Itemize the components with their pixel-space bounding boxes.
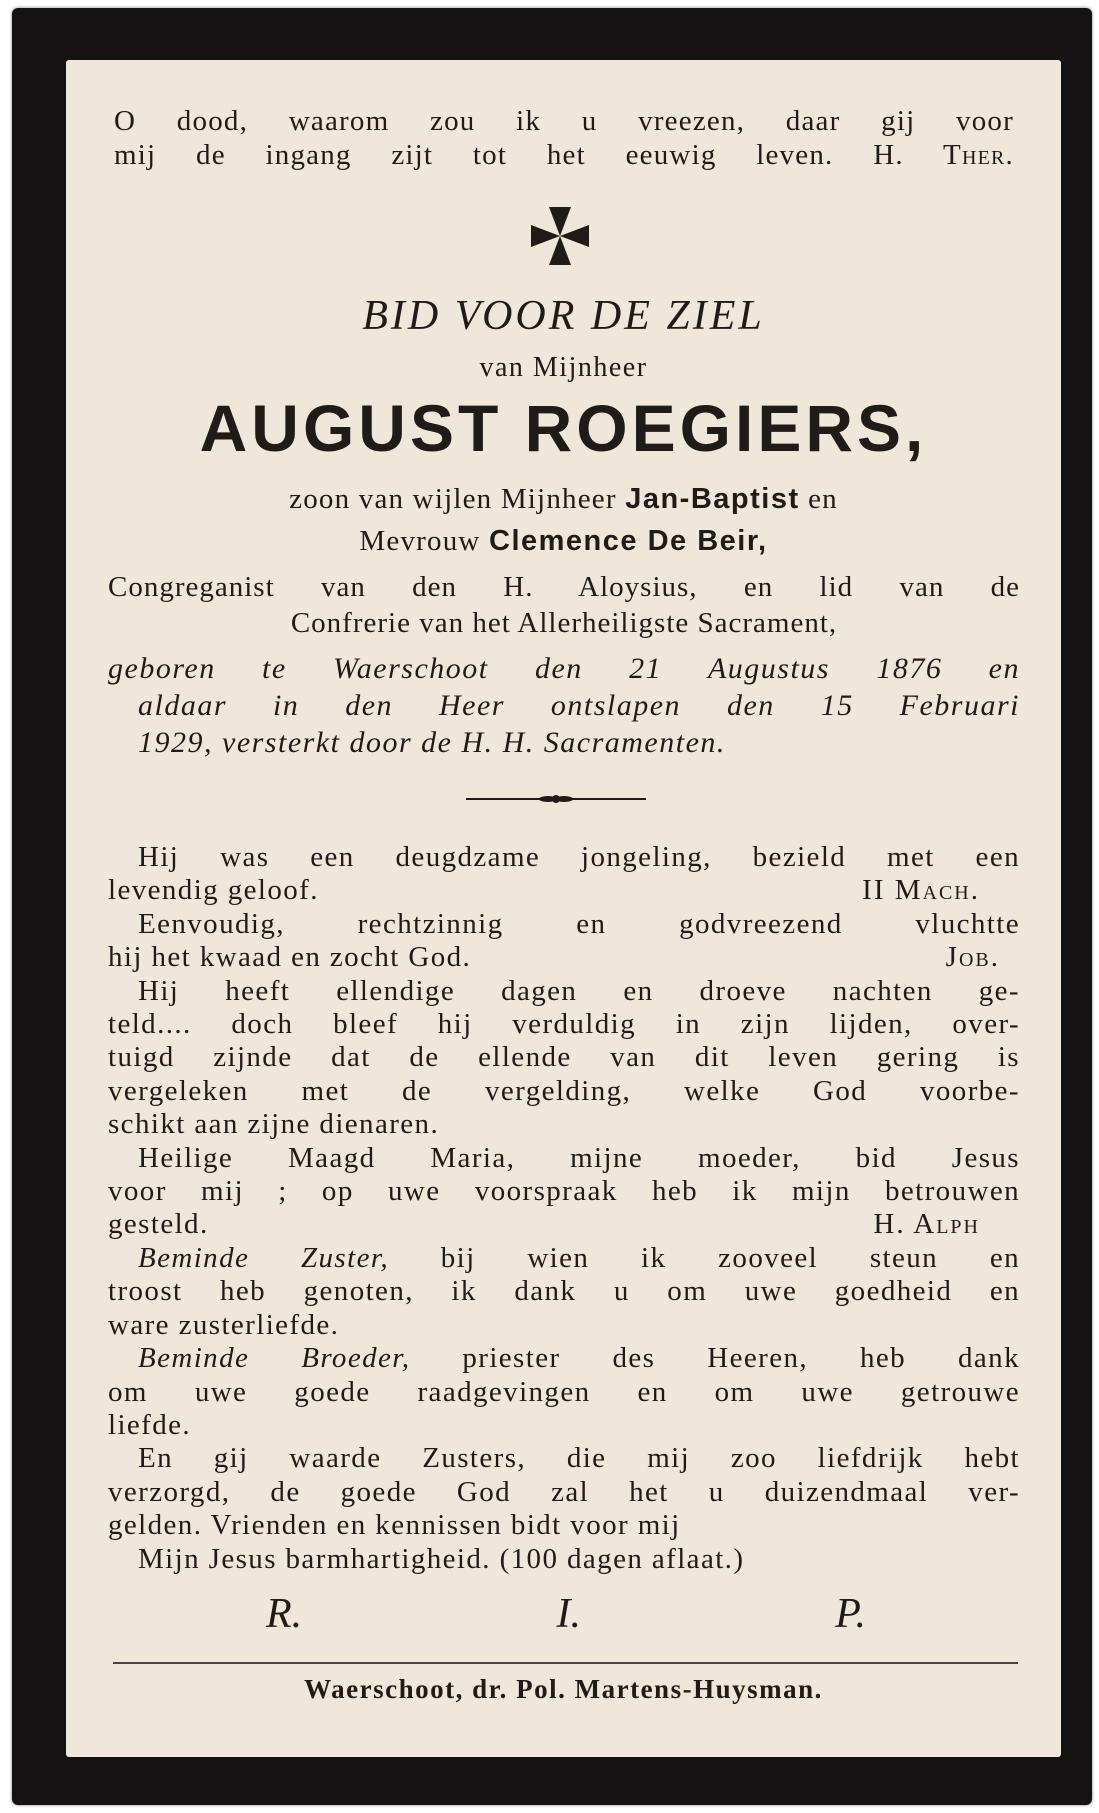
congregation-line-1: Congreganist van den H. Aloysius, en lid van de <box>108 571 1020 603</box>
parents-line-1: zoon van wijlen Mijnheer Jan-Baptist en <box>289 483 838 515</box>
ornament-divider-icon <box>466 792 646 806</box>
text-line: Hij heeft ellendige dagen en droeve nachten ge- <box>138 974 1020 1007</box>
text-line: hij het kwaad en zocht God. Job. <box>108 941 1020 974</box>
motto-line-2: mij de ingang zijt tot het eeuwig leven. H. Ther. <box>114 139 1015 171</box>
printer-credit: Waerschoot, dr. Pol. Martens-Huysman. <box>304 1674 823 1704</box>
prayer-heading: BID VOOR DE ZIEL <box>362 293 765 339</box>
paragraph-3 <box>108 975 1020 1142</box>
title-van-mijnheer: van Mijnheer <box>479 352 648 383</box>
rip-p: P. <box>835 1591 866 1637</box>
text-line: En gij waarde Zusters, die mij zoo liefdrijk hebt <box>138 1442 1020 1475</box>
motto-line-1: O dood, waarom zou ik u vreezen, daar gij voor <box>114 105 1014 137</box>
birth-line-3: 1929, versterkt door de H. H. Sacramenten. <box>138 726 726 759</box>
text-line: Hij was een deugdzame jongeling, bezield met een <box>138 841 1020 873</box>
father-name: Jan-Baptist <box>625 483 800 515</box>
mother-name: Clemence De Beir, <box>489 525 768 557</box>
cross-icon <box>527 203 593 269</box>
text-line: Mijn Jesus barmhartigheid. (100 dagen aflaat.) <box>138 1542 745 1575</box>
text-line: voor mij ; op uwe voorspraak heb ik mijn betrouwen <box>108 1175 1020 1208</box>
paragraph-6 <box>108 1342 1020 1442</box>
text-line: teld.... doch bleef hij verduldig in zijn lijden, over- <box>108 1008 1020 1041</box>
text-line: liefde. <box>108 1408 192 1441</box>
motto-source: H. Ther. <box>873 139 1015 171</box>
paragraph-2 <box>108 908 1020 975</box>
footer-divider <box>113 1662 1018 1664</box>
text-line: verzorgd, de goede God zal het u duizendmaal ver- <box>108 1475 1020 1508</box>
congregation-line-2: Confrerie van het Allerheiligste Sacrament, <box>290 607 838 639</box>
reference: H. Alph <box>873 1208 980 1241</box>
text-line: Beminde Zuster, bij wien ik zooveel steun en <box>138 1241 1021 1274</box>
text-line: Beminde Broeder, priester des Heeren, heb dank <box>138 1342 1020 1375</box>
rip-r: R. <box>266 1591 303 1637</box>
text-line: ware zusterliefde. <box>108 1308 340 1341</box>
text-body <box>108 841 1020 1576</box>
text-line: levendig geloof. II Mach. <box>108 874 1020 907</box>
paragraph-7 <box>108 1442 1020 1542</box>
deceased-name: AUGUST ROEGIERS, <box>199 391 928 465</box>
text-line: Eenvoudig, rechtzinnig en godvreezend vluchtte <box>138 907 1020 940</box>
rip <box>266 1590 866 1638</box>
text-line: schikt aan zijne dienaren. <box>108 1108 440 1141</box>
motto <box>114 104 1014 172</box>
text-line: tuigd zijnde dat de ellende van dit leven gering is <box>108 1041 1020 1074</box>
paragraph-5 <box>108 1242 1020 1342</box>
congregation <box>108 569 1020 641</box>
text-line: om uwe goede raadgevingen en om uwe getrouwe <box>108 1375 1020 1408</box>
reference: Job. <box>945 941 1000 974</box>
memorial-card-border <box>12 8 1092 1805</box>
memorial-card <box>66 60 1061 1757</box>
text-line: troost heb genoten, ik dank u om uwe goedheid en <box>108 1275 1020 1308</box>
paragraph-4 <box>108 1142 1020 1242</box>
text-line: gesteld. H. Alph <box>108 1208 1020 1241</box>
text-line: Heilige Maagd Maria, mijne moeder, bid Jesus <box>138 1141 1020 1174</box>
text-line: gelden. Vrienden en kennissen bidt voor mij <box>108 1509 681 1542</box>
parents-line-2: Mevrouw Clemence De Beir, <box>359 525 768 557</box>
rip-i: I. <box>556 1591 581 1637</box>
birth-line-1: geboren te Waerschoot den 21 Augustus 1876 en <box>108 652 1020 685</box>
birth-death-info <box>108 650 1020 761</box>
reference: II Mach. <box>862 874 980 907</box>
text-line: vergeleken met de vergelding, welke God voorbe- <box>108 1074 1020 1107</box>
paragraph-8 <box>108 1543 1020 1576</box>
parents <box>96 478 1031 562</box>
paragraph-1 <box>108 841 1020 908</box>
birth-line-2: aldaar in den Heer ontslapen den 15 Februari <box>138 689 1020 722</box>
